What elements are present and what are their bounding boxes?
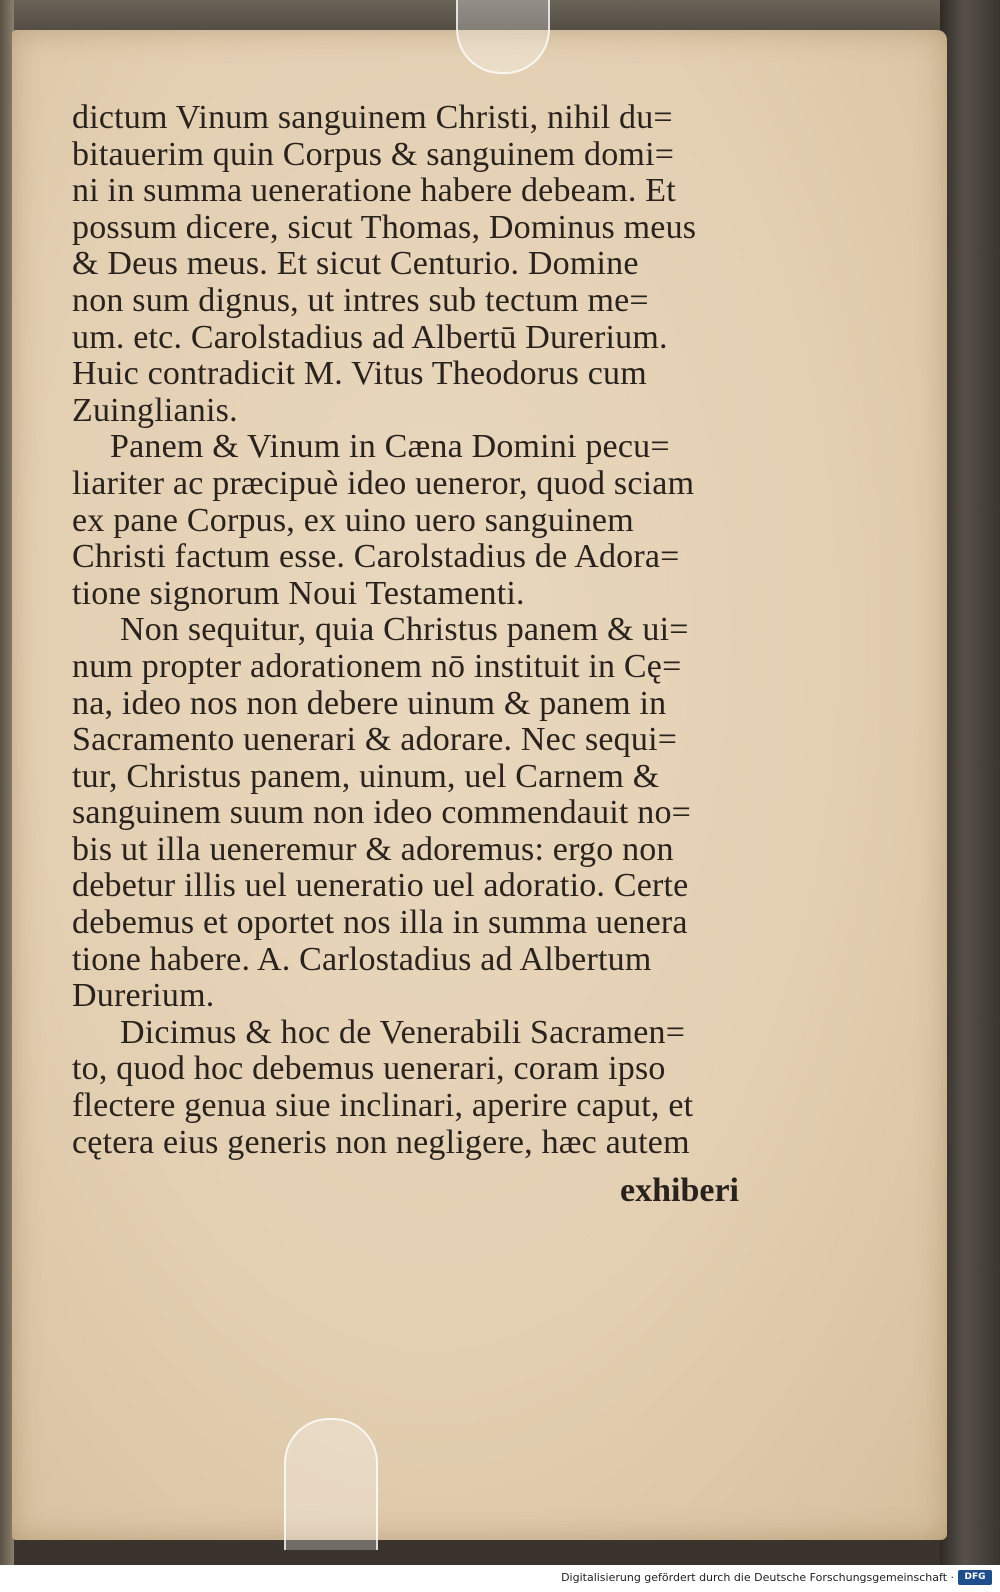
text-line: Panem & Vinum in Cæna Domini pecu= [110,428,670,466]
text-line: dictum Vinum sanguinem Christi, nihil du= [72,99,673,136]
catchword: exhiberi [620,1172,739,1209]
text-line: Huic contradicit M. Vitus Theodorus cum [72,355,647,393]
text-line: ni in summa ueneratione habere debeam. Et [72,172,676,210]
text-line: Non sequitur, quia Christus panem & ui= [120,611,689,649]
text-line: debetur illis uel ueneratio uel adoratio. Certe [72,867,689,905]
footer-bar [0,1565,1000,1592]
text-line: Sacramento uenerari & adorare. Nec sequi= [72,721,678,759]
text-line: ex pane Corpus, ex uino uero sanguinem [72,501,634,539]
text-line: Zuinglianis. [72,391,238,429]
text-line: cętera eius generis non negligere, hæc autem [72,1123,690,1161]
text-line: bis ut illa ueneremur & adoremus: ergo non [72,830,674,868]
book-cover-right [940,0,1000,1565]
text-line: flectere genua siue inclinari, aperire caput, et [72,1087,694,1125]
funding-notice: Digitalisierung gefördert durch die Deutsche Forschungsgemeinschaft · [561,1571,954,1584]
text-line: non sum dignus, ut intres sub tectum me= [72,281,649,319]
text-line: to, quod hoc debemus uenerari, coram ipso [72,1050,666,1088]
text-line: num propter adorationem nō instituit in Cę= [72,647,682,685]
text-line: Durerium. [72,977,215,1015]
text-line: na, ideo nos non debere uinum & panem in [72,684,667,722]
text-line: bitauerim quin Corpus & sanguinem domi= [72,135,675,173]
text-line: possum dicere, sicut Thomas, Dominus meus [72,208,697,246]
text-line: tur, Christus panem, uinum, uel Carnem & [72,757,660,795]
text-line: tione signorum Noui Testamenti. [72,574,525,612]
text-line: um. etc. Carolstadius ad Albertū Durerium. [72,318,668,356]
text-line: sanguinem suum non ideo commendauit no= [72,794,692,832]
text-line: Dicimus & hoc de Venerabili Sacramen= [120,1013,686,1051]
text-line: tione habere. A. Carlostadius ad Albertum [72,940,652,978]
text-line: & Deus meus. Et sicut Centurio. Domine [72,245,639,283]
text-line: debemus et oportet nos illa in summa uenera [72,904,688,942]
dfg-logo-icon: DFG [958,1570,992,1585]
page-text [72,100,752,1161]
page-holder-clip-bottom [284,1418,378,1550]
text-line: liariter ac præcipuè ideo ueneror, quod sciam [72,464,695,502]
text-line: Christi factum esse. Carolstadius de Adora= [72,538,680,576]
